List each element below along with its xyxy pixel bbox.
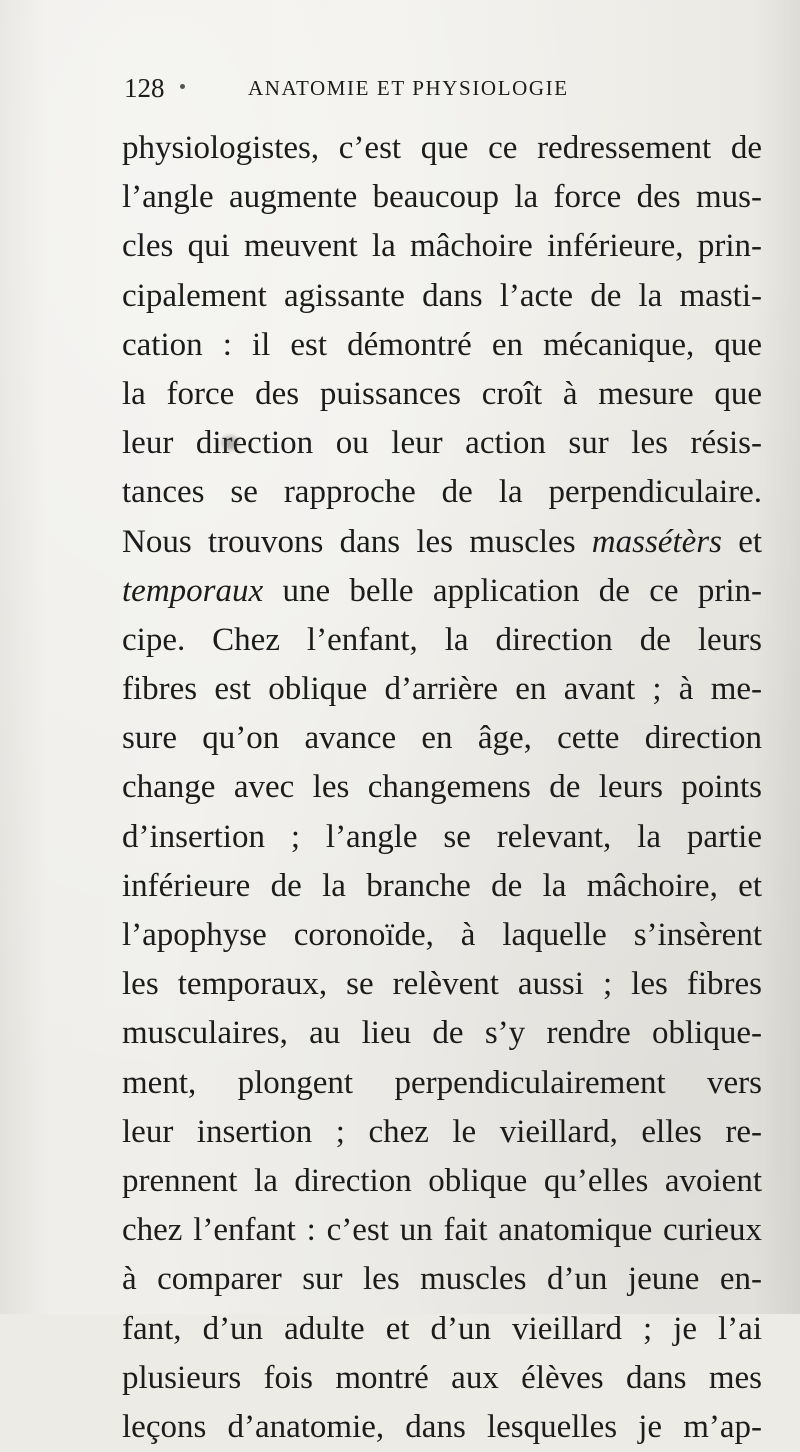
text-segment: une belle application de ce prin- bbox=[282, 572, 762, 609]
text-line: à comparer sur les muscles d’un jeune en- bbox=[122, 1261, 762, 1298]
italic-term-masseters: massétèrs bbox=[591, 523, 722, 560]
text-line: sure qu’on avance en âge, cette direction bbox=[122, 720, 762, 757]
text-line: inférieure de la branche de la mâchoire, et bbox=[122, 867, 762, 904]
page-number: 128 bbox=[124, 73, 165, 103]
text-line: prennent la direction oblique qu’elles avoient bbox=[122, 1162, 762, 1199]
body-text bbox=[122, 124, 762, 1452]
text-segment: Nous trouvons dans les muscles bbox=[122, 523, 576, 560]
text-line: l’angle augmente beaucoup la force des mus- bbox=[122, 179, 762, 216]
text-line: chez l’enfant : c’est un fait anatomique curieux bbox=[122, 1212, 762, 1249]
text-line-with-italic bbox=[122, 518, 762, 567]
text-line: fant, d’un adulte et d’un vieillard ; je l’ai bbox=[122, 1310, 762, 1347]
running-title: ANATOMIE ET PHYSIOLOGIE bbox=[248, 76, 569, 100]
text-line: leur direction ou leur action sur les résis- bbox=[122, 425, 762, 462]
text-line: change avec les changemens de leurs points bbox=[122, 769, 762, 806]
text-line: les temporaux, se relèvent aussi ; les fibres bbox=[122, 966, 762, 1003]
text-line: tances se rapproche de la perpendiculaire. bbox=[122, 474, 762, 511]
text-line: plusieurs fois montré aux élèves dans mes bbox=[122, 1359, 762, 1396]
text-line: leur insertion ; chez le vieillard, elles re- bbox=[122, 1113, 762, 1150]
text-line: ment, plongent perpendiculairement vers bbox=[122, 1064, 762, 1101]
text-line: cipalement agissante dans l’acte de la masti- bbox=[122, 277, 762, 314]
page-header bbox=[124, 70, 644, 106]
ink-smudge bbox=[222, 436, 238, 450]
text-line: l’apophyse coronoïde, à laquelle s’insèrent bbox=[122, 917, 762, 953]
text-line: cation : il est démontré en mécanique, que bbox=[122, 326, 762, 363]
text-line: fibres est oblique d’arrière en avant ; à me- bbox=[122, 671, 762, 708]
text-line: physiologistes, c’est que ce redressement de bbox=[122, 130, 762, 166]
header-ornament-dot bbox=[180, 84, 185, 89]
text-line: la force des puissances croît à mesure que bbox=[122, 375, 762, 412]
text-line: musculaires, au lieu de s’y rendre oblique- bbox=[122, 1015, 762, 1052]
text-line-with-italic bbox=[122, 567, 762, 616]
italic-term-temporaux: temporaux bbox=[122, 572, 264, 609]
text-line: cipe. Chez l’enfant, la direction de leurs bbox=[122, 621, 762, 658]
text-line: d’insertion ; l’angle se relevant, la partie bbox=[122, 818, 762, 855]
text-segment: et bbox=[738, 523, 762, 560]
text-line: leçons d’anatomie, dans lesquelles je m’ap- bbox=[122, 1408, 762, 1445]
text-line: cles qui meuvent la mâchoire inférieure, prin- bbox=[122, 228, 762, 265]
